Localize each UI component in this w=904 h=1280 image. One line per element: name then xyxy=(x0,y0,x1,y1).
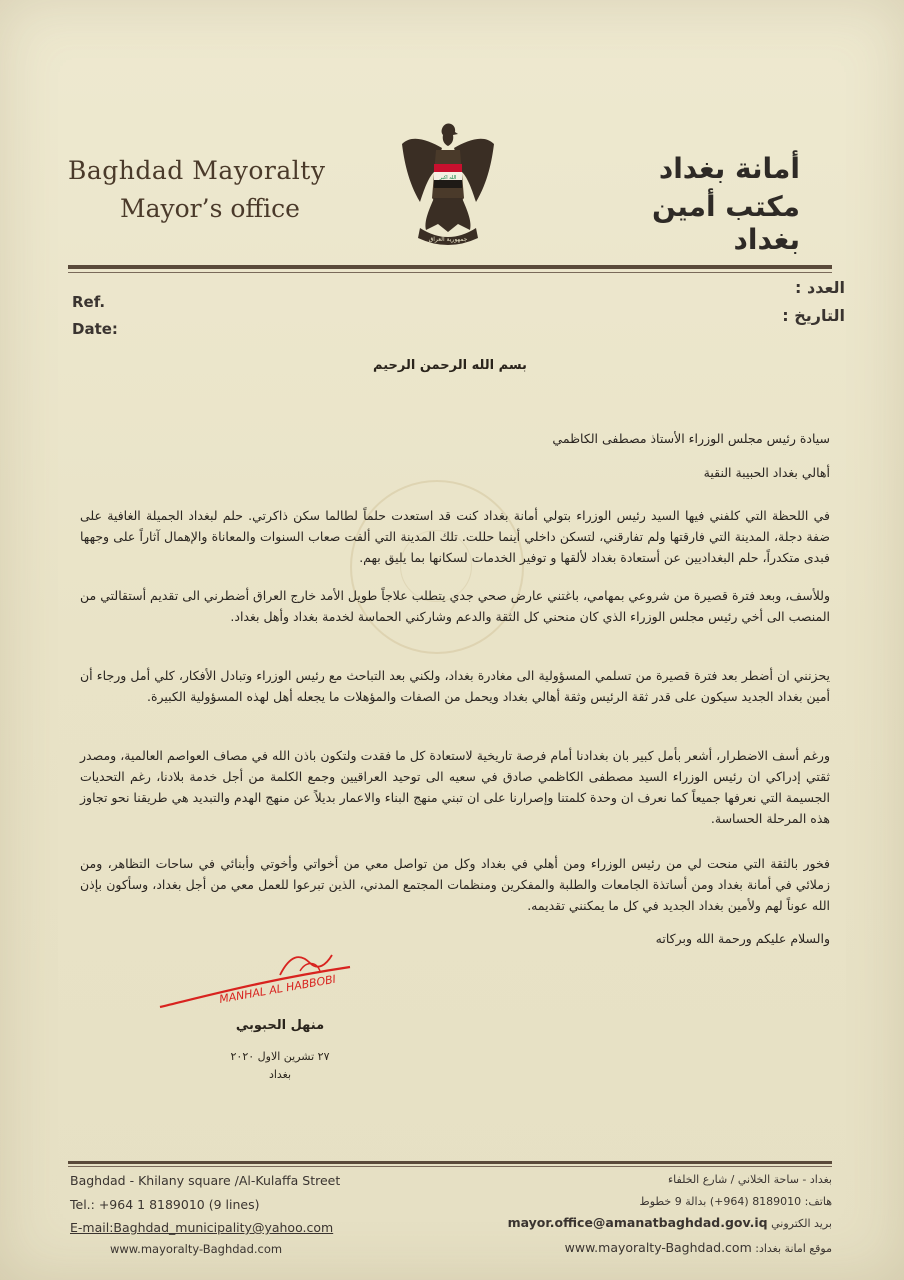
header-divider-thick xyxy=(68,265,832,269)
footer-website-en[interactable]: www.mayoralty-Baghdad.com xyxy=(110,1242,283,1256)
basmala: بسم الله الرحمن الرحيم xyxy=(373,358,527,373)
footer-phone-ar: هاتف: 8189010 (964+) بدالة 9 خطوط xyxy=(639,1195,832,1208)
footer-email-row xyxy=(480,1215,832,1230)
footer-phone-en: Tel.: +964 1 8189010 (9 lines) xyxy=(70,1197,260,1212)
paragraph: فخور بالثقة التي منحت لي من رئيس الوزراء ومن أهلي في بغداد وكل من تواصل معي من أخواتي وأخوتي وأبنائي في ساحات التظاهر، ومن زملائي في أمانة بغداد ومن أساتذة الجامعات والطلبة والمفكرين ومنظمات المجتمع المدني، الذين تبرعوا للعمل معي من أجل بغداد، وسأكون بإذن الله عوناً لهم ولأمين بغداد الجديد في كل ما يمكنني تقديمه. xyxy=(80,856,830,913)
closing: والسلام عليكم ورحمة الله وبركاته xyxy=(655,931,830,946)
emblem-banner-text: جمهورية العراق xyxy=(428,236,468,243)
signatory-name: منهل الحبوبي xyxy=(235,1018,325,1033)
footer-address-ar: بغداد - ساحة الخلاني / شارع الخلفاء xyxy=(667,1173,832,1186)
footer-website-label-ar: موقع امانة بغداد: xyxy=(755,1242,832,1255)
date-label: Date: xyxy=(72,320,118,338)
svg-text:MANHAL AL HABBOBI: MANHAL AL HABBOBI xyxy=(218,972,337,1006)
addressee: سيادة رئيس مجلس الوزراء الأستاذ مصطفى الكاظمي xyxy=(552,431,830,446)
ref-label: Ref. xyxy=(72,293,106,311)
footer-divider-thick xyxy=(68,1161,832,1164)
arabic-org-name: أمانة بغداد xyxy=(658,152,800,185)
arabic-office-name: مكتب أمين بغداد xyxy=(652,190,800,256)
footer-address-en: Baghdad - Khilany square /Al-Kulaffa Street xyxy=(70,1173,341,1188)
footer-email-en[interactable]: E-mail:Baghdad_municipality@yahoo.com xyxy=(70,1220,334,1235)
paragraph: ورغم أسف الاضطرار، أشعر بأمل كبير بان بغدادنا أمام فرصة تاريخية لاستعادة كل ما فقدت ولتكون باذن الله في مصاف العواصم العالمية، ومصدر ثقتي إدراكي ان رئيس الوزراء السيد مصطفى الكاظمي صادق في سعيه الى توحيد العراقيين وجمع الكلمة من أجل خدمة بلادنا، رغم التحديات الجسيمة التي نعرفها جميعاً كما نعرف ان وحدة كلمتنا وإصرارنا على ان تبني منهج البناء والاعمار بديلاً عن منهج الهدم والتبديد هي طريقنا نحو تجاوز هذه المرحلة الحساسة. xyxy=(80,748,830,826)
footer-website-row xyxy=(480,1240,832,1255)
paragraph: وللأسف، وبعد فترة قصيرة من شروعي بمهامي، باغتني عارض صحي جدي يتطلب علاجاً طويل الأمد خارج العراق أضطرني الى تقديم أستقالتي من المنصب الى أخي رئيس مجلس الوزراء الذي كان منحني كل الثقة والدعم وشاركني الحماسة لخدمة بغداد وأهل بغداد. xyxy=(80,588,830,624)
ref-label-arabic: العدد : xyxy=(795,278,845,297)
iraq-eagle-emblem-icon xyxy=(398,120,498,250)
header-divider-thin xyxy=(68,272,832,273)
date-label-arabic: التاريخ : xyxy=(782,306,845,325)
signature-date: ٢٧ تشرين الاول ٢٠٢٠ xyxy=(230,1050,330,1063)
english-office-name: Mayor’s office xyxy=(120,194,300,223)
signature-city: بغداد xyxy=(268,1068,292,1081)
greeting: أهالي بغداد الحبيبة النقية xyxy=(703,465,830,480)
english-org-name: Baghdad Mayoralty xyxy=(68,156,326,185)
paragraph: في اللحظة التي كلفني فيها السيد رئيس الوزراء بتولي أمانة بغداد كنت قد استعدت حلماً لطالما سكن ذاكرتي. حلم لبغداد الجميلة الغافية على ضفة دجلة، المدينة التي فارقتها ولم تفارقني، لتسكن داخلي أينما حللت. تلك المدينة التي ألفت صعاب السنوات والمعاناة والإهمال آثاراً على وجهها فبدى متكدراً، حلم البغداديين عن أستعادة بغداد لألقها و توفير الخدمات لسكانها بما يليق بهم. xyxy=(80,508,830,565)
footer-divider-thin xyxy=(68,1166,832,1167)
footer-email-label-ar: بريد الكتروني xyxy=(771,1217,832,1230)
footer-email-ar[interactable]: mayor.office@amanatbaghdad.gov.iq xyxy=(507,1215,768,1230)
footer-website-ar[interactable]: www.mayoralty-Baghdad.com xyxy=(564,1240,752,1255)
handwritten-signature xyxy=(150,945,370,1015)
svg-text:الله اكبر: الله اكبر xyxy=(439,175,457,181)
paragraph: يحزنني ان أضطر بعد فترة قصيرة من تسلمي المسؤولية الى مغادرة بغداد، ولكني بعد التباحث مع رئيس الوزراء وتبادل الأفكار، كلي أمل ورجاء أن أمين بغداد الجديد سيكون على قدر ثقة الرئيس وثقة أهالي بغداد ويحمل من الصفات والمؤهلات ما يجعله أهل لهذه المسؤولية الكبيرة. xyxy=(80,668,830,704)
